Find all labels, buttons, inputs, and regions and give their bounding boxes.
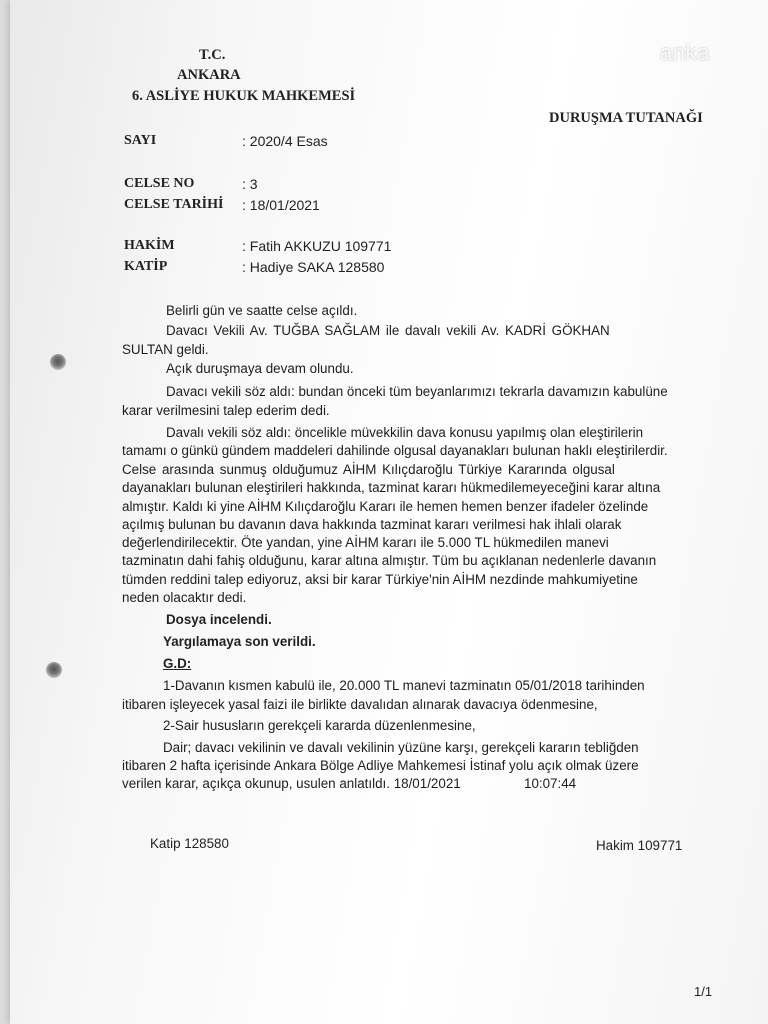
anka-watermark: anka	[660, 40, 710, 65]
body-line: SULTAN geldi.	[122, 342, 209, 357]
body-line: almıştır. Kaldı ki yine AİHM Kılıçdaroğlu Kararı ile hemen hemen benzer ifadeler özelinde	[122, 499, 649, 514]
header-tc: T.C.	[199, 47, 226, 63]
katip-value: : Hadiye SAKA 128580	[242, 259, 385, 275]
verdict-line: itibaren 2 hafta içerisinde Ankara Bölge Adliye Mahkemesi İstinaf yolu açık olmak üzere	[122, 758, 639, 773]
page-number: 1/1	[694, 984, 713, 999]
verdict-time: 10:07:44	[524, 776, 577, 791]
hakim-signature: Hakim 109771	[596, 838, 683, 853]
verdict-line: 2-Sair hususların gerekçeli kararda düzenlenmesine,	[163, 718, 476, 733]
body-line: Davacı Vekili Av. TUĞBA SAĞLAM ile davalı vekili Av. KADRİ GÖKHAN	[166, 323, 610, 338]
verdict-line: verilen karar, açıkça okunup, usulen anlatıldı. 18/01/2021	[122, 776, 461, 791]
verdict-line: 1-Davanın kısmen kabulü ile, 20.000 TL manevi tazminatın 05/01/2018 tarihinden	[163, 678, 645, 693]
dosya-incelendi: Dosya incelendi.	[166, 612, 272, 627]
hakim-label: HAKİM	[124, 238, 175, 253]
body-line: tazminatın dahi fahiş olduğunu, karar altına almıştır. Tüm bu açıklanan nedenlerle davanın	[122, 553, 657, 568]
body-line: Davacı vekili söz aldı: bundan önceki tüm beyanlarımızı tekrarla davamızın kabulüne	[166, 384, 668, 399]
celse-tarihi-value: : 18/01/2021	[242, 197, 320, 213]
body-line: dayanakları bulunan eleştirileri hakkında, tazminat kararı hükmedilemeyeceğini karar altına	[122, 480, 661, 495]
body-line: tümden reddini talep ediyoruz, aksi bir karar Türkiye'nin AİHM nezdinde mahkumiyetine	[122, 572, 638, 587]
punch-hole-top	[50, 354, 66, 370]
celse-no-label: CELSE NO	[124, 176, 195, 191]
header-city: ANKARA	[177, 67, 241, 83]
body-line: Açık duruşmaya devam olundu.	[166, 361, 354, 376]
header-court: 6. ASLİYE HUKUK MAHKEMESİ	[132, 88, 356, 104]
punch-hole-bottom	[46, 662, 62, 678]
hakim-value: : Fatih AKKUZU 109771	[242, 238, 392, 254]
katip-label: KATİP	[124, 259, 168, 274]
body-line: tamamı o günkü gündem maddeleri dahilinde olgusal dayanakları bulunan haklı eleştirilerdir.	[122, 443, 668, 458]
yargilama-son: Yargılamaya son verildi.	[163, 634, 316, 649]
body-line: Davalı vekili söz aldı: öncelikle müvekkilin dava konusu yapılmış olan eleştirilerin	[166, 425, 644, 440]
celse-no-value: : 3	[242, 176, 258, 192]
celse-tarihi-label: CELSE TARİHİ	[124, 197, 224, 212]
katip-signature: Katip 128580	[150, 836, 229, 851]
body-line: karar verilmesini talep ederim dedi.	[122, 403, 330, 418]
body-line: açılmış bulunan bu davanın dava hakkında tazminat kararı verilmesi hak ihlali olarak	[122, 517, 622, 532]
sayi-label: SAYI	[124, 133, 157, 148]
verdict-line: itibaren işleyecek yasal faizi ile birlikte davalıdan alınarak davacıya ödenmesine,	[122, 697, 598, 712]
body-line: değerlendirilecektir. Öte yandan, yine AİHM kararı ile 5.000 TL hükmedilen manevi	[122, 535, 609, 550]
gd-heading: G.D:	[163, 656, 192, 671]
body-line: Celse arasında sunmuş olduğumuz AİHM Kılıçdaroğlu Türkiye Kararında olgusal	[122, 462, 615, 477]
document-title: DURUŞMA TUTANAĞI	[549, 110, 703, 126]
verdict-line: Dair; davacı vekilinin ve davalı vekilinin yüzüne karşı, gerekçeli kararın tebliğden	[163, 740, 639, 755]
body-line: neden olacaktır dedi.	[122, 590, 247, 605]
sayi-value: : 2020/4 Esas	[242, 133, 328, 149]
body-line: Belirli gün ve saatte celse açıldı.	[166, 303, 358, 318]
